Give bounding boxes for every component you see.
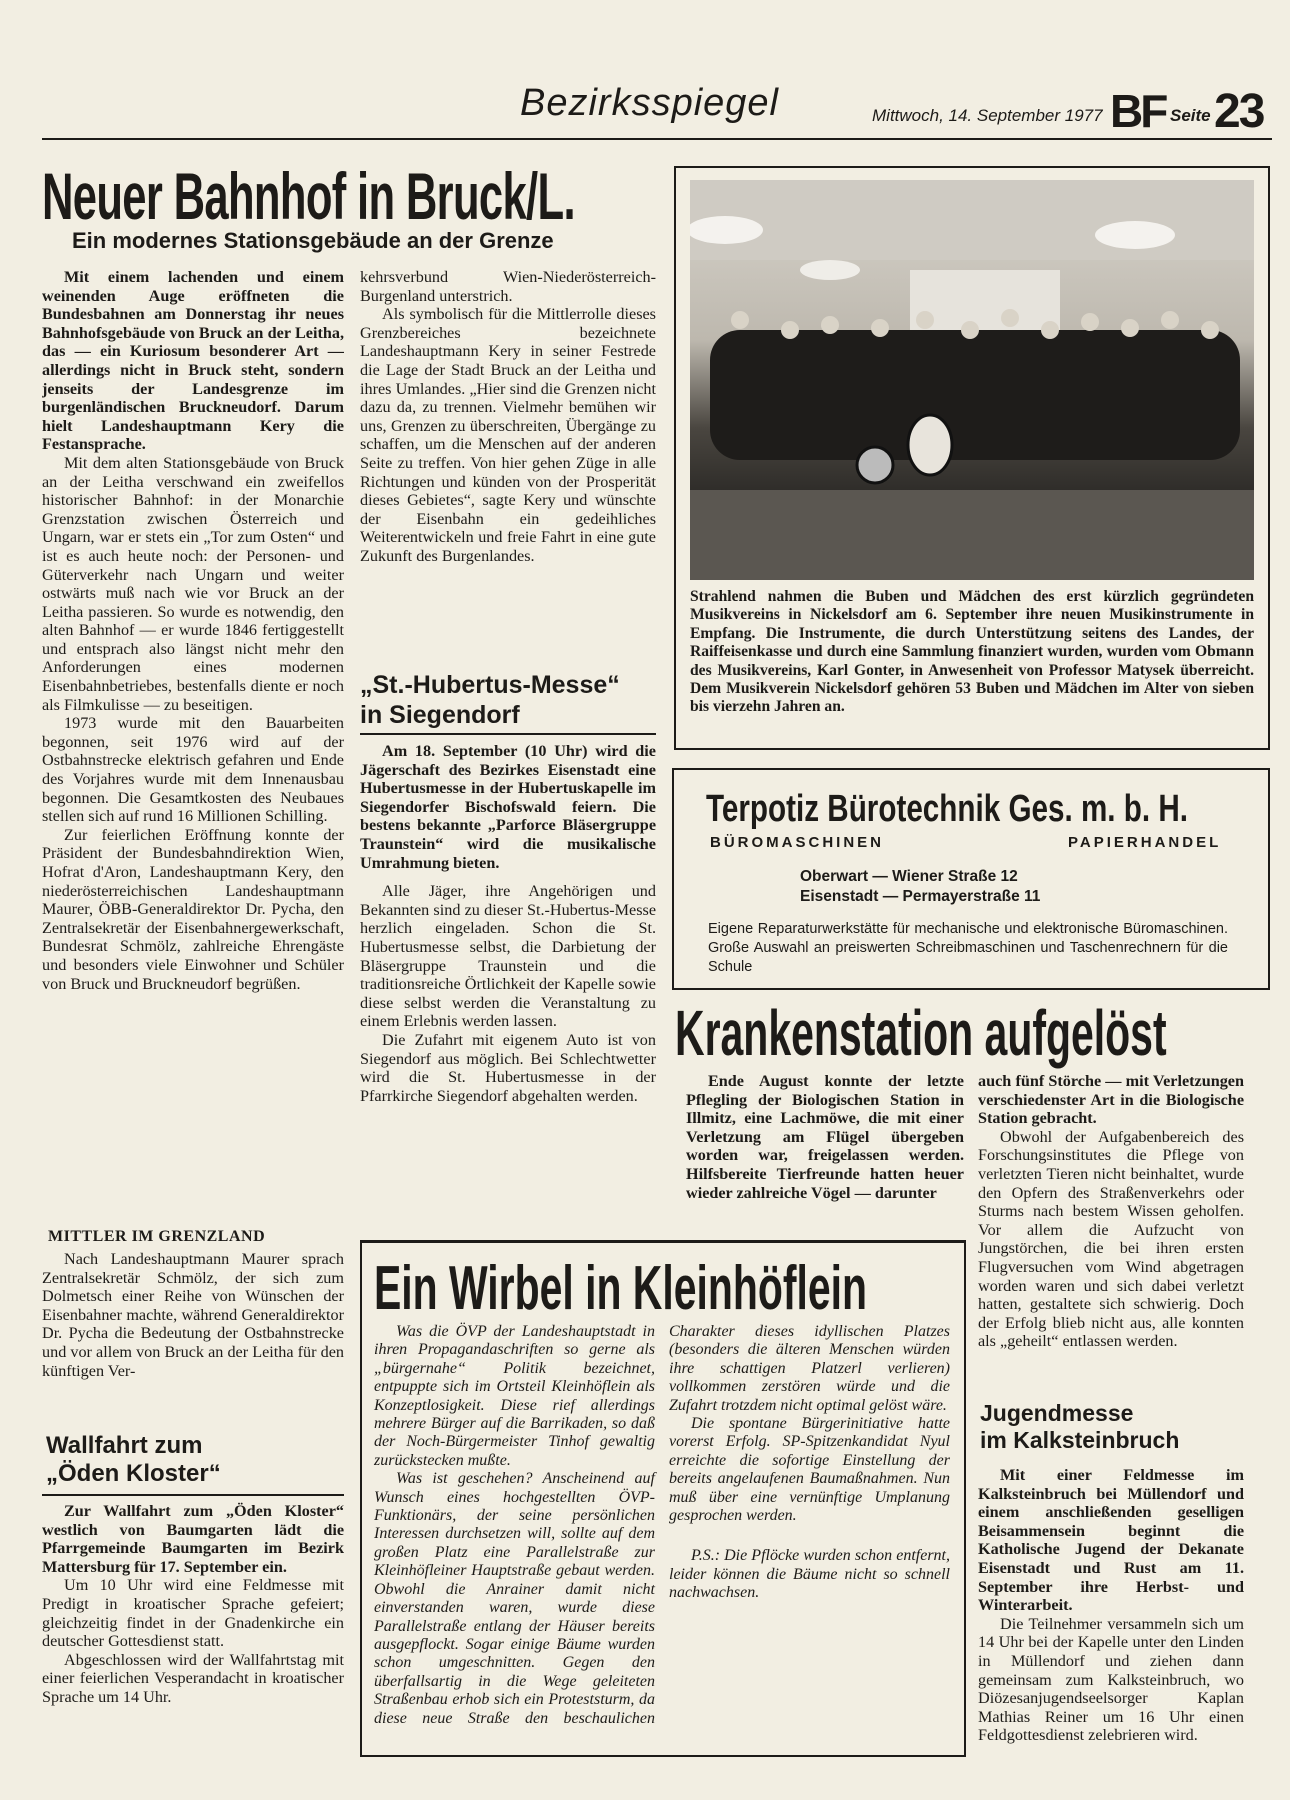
jugend-body xyxy=(978,1466,1244,1764)
photo-caption: Strahlend nahmen die Buben und Mädchen des erst kürzlich gegründeten Musikvereins in Nickelsdorf am 6. September ihre neuen Musikinstrumente in Empfang. Die Instrumente, die durch Unterstützung seitens des Landes, der Raiffeisenkasse und durch eine Sammlung finanziert wurden, wurden vom Obmann des Musikvereins, Karl Gonter, in Anwesenheit von Professor Matysek überreicht. Dem Musikverein Nickelsdorf gehören 53 Buben und Mädchen im Alter von sieben bis vierzehn Jahren an. xyxy=(690,588,1254,716)
bahnhof-lead: Mit einem lachenden und einem weinenden Auge eröffneten die Bundesbahnen am Donnerstag ihr neues Bahnhofsgebäude von Bruck an der Leitha, das — ein Kuriosum besonderer Art — allerdings nicht in Bruck steht, sondern jenseits der Landesgrenze im burgenländischen Bruckneudorf. Darum hielt Landeshauptmann Kery die Festansprache. xyxy=(42,268,344,454)
hubertus-paragraph: Die Zufahrt mit eigenem Auto ist von Siegendorf aus möglich. Bei Schlechtwetter wird die St. Hubertusmesse in der Pfarrkirche Siegendorf abgehalten werden. xyxy=(360,1030,656,1105)
kranken-lead-continued: auch fünf Störche — mit Verletzungen verschiedenster Art in die Biologische Station gebracht. xyxy=(978,1072,1244,1128)
wallfahrt-headline-line: „Öden Kloster“ xyxy=(46,1460,221,1487)
ad-address-oberwart: Oberwart — Wiener Straße 12 xyxy=(800,868,1018,885)
issue-date: Mittwoch, 14. September 1977 xyxy=(872,106,1103,125)
bahnhof-column-1-end xyxy=(42,1250,344,1420)
section-title: Bezirksspiegel xyxy=(520,82,779,124)
wallfahrt-lead: Zur Wallfahrt zum „Öden Kloster“ westlich von Baumgarten lädt die Pfarrgemeinde Baumgarten im Bezirk Mattersburg für 17. September ein. xyxy=(42,1502,344,1576)
ad-company-name: Terpotiz Bürotechnik Ges. m. b. H. xyxy=(706,788,1188,830)
kranken-paragraph: Obwohl der Aufgabenbereich des Forschungsinstitutes die Pflege von verletzten Tieren nicht beinhaltet, wurde den Opfern des Straßenverkehrs oder Sturms nach bestem Wissen geholfen. Vor allem die Aufzucht von Jungstörchen, die bei ihren ersten Flugversuchen vom Wind abgetragen worden waren und sich dabei verletzt hatten, gestaltete sich schwierig. Doch der Erfolg blieb nicht aus, alle konnten als „geheilt“ entlassen werden. xyxy=(978,1127,1244,1351)
kranken-lead: Ende August konnte der letzte Pflegling der Biologischen Station in Illmitz, eine Lachmöwe, die mit einer Verletzung am Flügel übergeben worden war, freigelassen werden. Hilfsbereite Tierfreunde hatten heuer wieder zahlreiche Vögel — darunter xyxy=(686,1072,964,1202)
terpotiz-advertisement xyxy=(672,768,1270,990)
wallfahrt-paragraph: Abgeschlossen wird der Wallfahrtstag mit einer feierlichen Vesperandacht in kroatischer Sprache um 14 Uhr. xyxy=(42,1650,344,1706)
page-number: 23 xyxy=(1214,85,1264,138)
ad-tag-papierhandel: PAPIERHANDEL xyxy=(1068,834,1222,851)
photo-box xyxy=(674,166,1270,750)
kranken-column-2 xyxy=(978,1072,1244,1417)
bahnhof-column-1 xyxy=(42,268,344,1218)
bahnhof-paragraph: Nach Landeshauptmann Maurer sprach Zentralsekretär Schmölz, der sich zum Dolmetsch einer Reihe von Wünschen der Eisenbahner machte, während Generaldirektor Dr. Pycha die Bedeutung der Ostbahnstrecke und vor allem von Bruck an der Leitha für den künftigen Ver- xyxy=(42,1250,344,1380)
hubertus-headline xyxy=(360,670,620,730)
bahnhof-paragraph: Mit dem alten Stationsgebäude von Bruck an der Leitha verschwand ein zweifellos historischer Bahnhof: in der Monarchie Grenzstation zwischen Österreich und Ungarn, war er stets ein „Tor zum Osten“ und ist es auch heute noch: der Personen- und Güterverkehr nach Ungarn und weiter ostwärts muß nach wie vor Bruck an der Leitha passieren. So wurde es notwendig, den alten Bahnhof — er wurde 1846 fertiggestellt und entsprach also längst nicht mehr den Anforderungen eines modernen Eisenbahnbetriebes, bestenfalls diente er noch als Filmkulisse — zu beseitigen. xyxy=(42,453,344,714)
bahnhof-subhead: MITTLER IM GRENZLAND xyxy=(48,1228,266,1245)
bahnhof-paragraph: 1973 wurde mit den Bauarbeiten begonnen, seit 1976 wird auf der Ostbahnstrecke elektrisch gefahren und Ende des Vorjahres wurde mit dem Innenausbau begonnen. Die Gesamtkosten des Neubaues stellen sich auf rund 16 Millionen Schilling. xyxy=(42,714,344,826)
jugend-headline xyxy=(980,1400,1179,1454)
bahnhof-column-2 xyxy=(360,268,656,660)
bahnhof-paragraph: Als symbolisch für die Mittlerrolle dieses Grenzbereiches bezeichnete Landeshauptmann Kery in seiner Festrede die Lage der Stadt Bruck an der Leitha und ihres Umlandes. „Hier sind die Grenzen nicht dazu da, zu trennen. Vielmehr bemühen wir uns, Grenzen zu überschreiten, Übergänge zu schaffen, um die Menschen auf der anderen Seite zu treffen. Von hier gehen Züge in alle Richtungen und künden von der Prosperität dieses Gebietes“, sagte Kery und wünschte der Eisenbahn ein gedeihliches Weiterentwickeln und freie Fahrt in eine gute Zukunft des Burgenlandes. xyxy=(360,305,656,565)
page-label: Seite xyxy=(1170,106,1211,125)
hubertus-rule xyxy=(360,733,656,735)
wirbel-box xyxy=(360,1240,966,1757)
wirbel-paragraph: Die spontane Bürgerinitiative hatte vorerst Erfolg. SP-Spitzenkandidat Nyul erreichte die sofortige Einstellung der bereits angelaufenen Baumaßnahmen. Nun muß über eine vernünftige Umplanung gesprochen werden. xyxy=(669,1415,950,1525)
hubertus-headline-line: „St.-Hubertus-Messe“ xyxy=(360,671,620,699)
bahnhof-headline: Neuer Bahnhof in Bruck/L. xyxy=(42,159,575,233)
ad-address-eisenstadt: Eisenstadt — Permayerstraße 11 xyxy=(800,888,1041,905)
wallfahrt-headline xyxy=(46,1432,221,1488)
kranken-headline: Krankenstation aufgelöst xyxy=(675,997,1167,1069)
wallfahrt-body xyxy=(42,1502,344,1764)
wallfahrt-paragraph: Um 10 Uhr wird eine Feldmesse mit Predigt in kroatischer Sprache gefeiert; gleichzeitig findet in der Gnadenkirche ein deutscher Gottesdienst statt. xyxy=(42,1576,344,1651)
jugend-paragraph: Die Teilnehmer versammeln sich um 14 Uhr bei der Kapelle unter den Linden in Müllendorf und ziehen dann gemeinsam zum Kalksteinbruch, wo Diözesanjugendseelsorger Kaplan Mathias Reiner um 16 Uhr einen Feldgottesdienst zelebrieren wird. xyxy=(978,1614,1244,1745)
hubertus-body xyxy=(360,742,656,1222)
kranken-column-1 xyxy=(686,1072,964,1202)
wirbel-headline: Ein Wirbel in Kleinhöflein xyxy=(374,1254,867,1323)
band-photo-illustration xyxy=(690,180,1254,580)
hubertus-paragraph: Alle Jäger, ihre Angehörigen und Bekannten sind zu dieser St.-Hubertus-Messe herzlich eingeladen. Schon die St. Hubertusmesse selbst, die Darbietung der Bläsergruppe Traunstein und die traditionsreiche Örtlichkeit der Kapelle sowie diese selbst werden die Veranstaltung zu einem Erlebnis werden lassen. xyxy=(360,882,656,1031)
jugend-headline-line: im Kalksteinbruch xyxy=(980,1427,1180,1453)
hubertus-headline-line: in Siegendorf xyxy=(360,701,520,729)
wallfahrt-rule xyxy=(42,1494,344,1496)
jugend-headline-line: Jugendmesse xyxy=(980,1400,1134,1426)
band-photo xyxy=(690,180,1254,580)
wirbel-paragraph: Was die ÖVP der Landeshauptstadt in ihren Propagandaschriften so gerne als „bürgernahe“ Politik bezeichnet, entpuppte sich im Ortsteil Kleinhöflein als Konzeptlosigkeit. Diese rief allerdings mehrere Bürger auf die Barrikaden, so daß der Noch-Bürgermeister Tinhof gewaltig zurückstecken mußte. xyxy=(374,1323,655,1469)
hubertus-lead: Am 18. September (10 Uhr) wird die Jägerschaft des Bezirkes Eisenstadt eine Hubertusmesse in der Hubertuskapelle im Siegendorfer Bischofswald feiern. Die bestens bekannte „Parforce Bläsergruppe Traunstein“ wird die musikalische Umrahmung bieten. xyxy=(360,742,656,872)
wirbel-body xyxy=(374,1323,950,1743)
wallfahrt-headline-line: Wallfahrt zum xyxy=(46,1432,203,1459)
wirbel-paragraph: Was ist geschehen? Anscheinend auf Wunsch eines hochgestellten ÖVP-Funktionärs, der seine persönlichen Interessen durchsetzen will, sollte auf dem großen Platz eine Parallelstraße zur Kleinhöfleiner Hauptstraße gebaut werden. Obwohl die Anrainer damit nicht einverstanden waren, wurde diese Parallelstraße entlang der Häuser bereits ausgepflockt. Sogar einige Bäume wurden schon umgeschnitten. Gegen den überfallsartig in die Wege geleiteten Straßenbau erhob sich ein Proteststurm, da diese neue Straße den beschaulichen Charakter dieses idyllischen Platzes (besonders die älteren Menschen würden ihre schattigen Platzerl verlieren) vollkommen zerstören würde und die Zufahrt trotzdem nicht optimal gelöst wäre. xyxy=(374,1323,950,1727)
header-rule xyxy=(42,138,1272,140)
ad-body: Eigene Reparaturwerkstätte für mechanische und elektronische Büromaschinen. Große Auswahl an preiswerten Schreibmaschinen und Taschenrechnern für die Schule xyxy=(708,921,1228,975)
ad-tag-bueromaschinen: BÜROMASCHINEN xyxy=(710,834,884,851)
wirbel-postscript: P.S.: Die Pflöcke wurden schon entfernt, leider können die Bäume nicht so schnell nachwachsen. xyxy=(669,1547,950,1602)
bahnhof-paragraph: kehrsverbund Wien-Niederösterreich-Burgenland unterstrich. xyxy=(360,268,656,305)
jugend-lead: Mit einer Feldmesse im Kalksteinbruch bei Müllendorf und einem anschließenden geselligen Beisammensein beginnt die Katholische Jugend der Dekanate Eisenstadt und Rust am 11. September ihre Herbst- und Winterarbeit. xyxy=(978,1466,1244,1615)
kranken-headline-wrap xyxy=(675,996,1290,1070)
bahnhof-subheadline: Ein modernes Stationsgebäude an der Grenze xyxy=(72,228,554,253)
newspaper-logo: BF xyxy=(1110,85,1166,137)
bahnhof-paragraph: Zur feierlichen Eröffnung konnte der Präsident der Bundesbahndirektion Wien, Hofrat d'Aron, Landeshauptmann Kery, den niederösterreichischen Landeshauptmann Maurer, ÖBB-Generaldirektor Dr. Pycha, den Zentralsekretär der Eisenbahnergewerkschaft, Bundesrat Schmölz, zahlreiche Ehrengäste und besonders viele Einwohner und Schüler von Bruck und Bruckneudorf begrüßen. xyxy=(42,825,344,993)
